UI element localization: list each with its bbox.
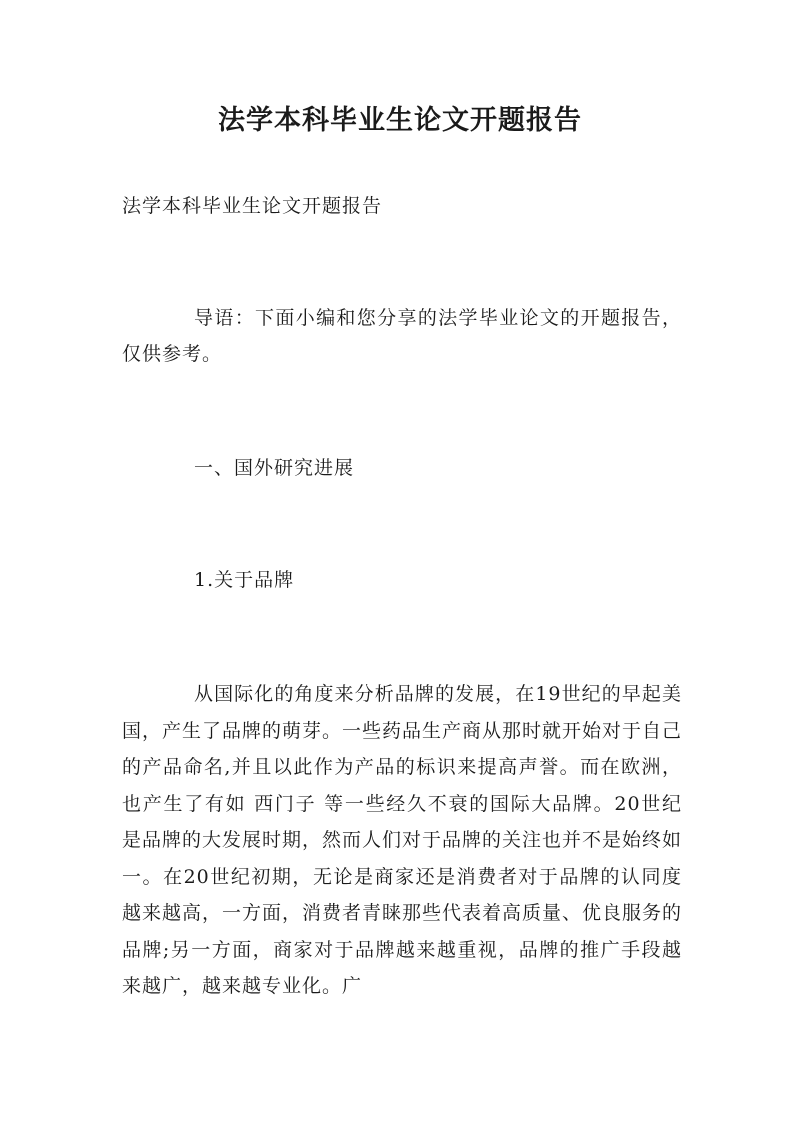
document-subtitle: 法学本科毕业生论文开题报告 — [122, 195, 383, 217]
intro-paragraph: 导语：下面小编和您分享的法学毕业论文的开题报告，仅供参考。 — [122, 307, 682, 365]
subsection-heading: 1.关于品牌 — [194, 569, 295, 591]
section-heading: 一、国外研究进展 — [194, 457, 355, 479]
body-paragraph: 从国际化的角度来分析品牌的发展，在19世纪的早起美国，产生了品牌的萌芽。一些药品生产商从那时就开始对于自己的产品命名,并且以此作为产品的标识来提高声誉。而在欧洲，也产生了有如 西门子 等一些经久不衰的国际大品牌。20世纪是品牌的大发展时期，然而人们对于品牌的关注也并不是始终如一。在20世纪初期，无论是商家还是消费者对于品牌的认同度越来越高，一方面，消费者青睐那些代表着高质量、优良服务的品牌;另一方面，商家对于品牌越来越重视，品牌的推广手段越来越广，越来越专业化。广 — [122, 683, 683, 997]
document-title: 法学本科毕业生论文开题报告 — [218, 105, 582, 136]
